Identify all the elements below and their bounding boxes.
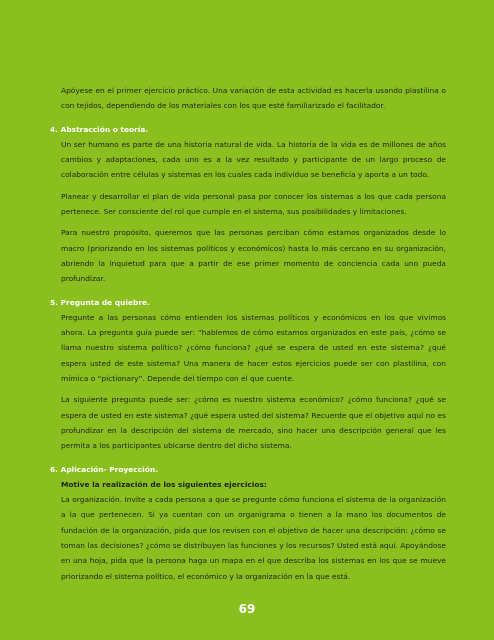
section-5-paragraph-2: La siguiente pregunta puede ser: ¿cómo es nuestro sistema económico? ¿cómo funciona? ¿qué se espera de usted en este sistema? ¿qué espera usted del sistema? Recuerde que el objetivo aquí no es profundizar en la descripción del sistema de mercado, sino hacer una descripción general que les permita a los participantes ubicarse dentro del dicho sistema. [61,395,446,451]
page-content [50,83,446,584]
section-5-paragraph-1: Pregunte a las personas cómo entienden los sistemas políticos y económicos en los que vivimos ahora. La pregunta guía puede ser: “hablemos de cómo estamos organizados en este país, ¿cómo se llama nuestro sistema político? ¿cómo funciona? ¿qué se espera de usted en este sistema? ¿qué espera usted de este sistema? Una manera de hacer estos ejercicios puede ser con plastilina, con mímica o “pictionary”. Depende del tiempo con el que cuente. [61,312,446,384]
section-4-paragraph-2: Planear y desarrollar el plan de vida personal pasa por conocer los sistemas a los que cada persona pertenece. Ser consciente del rol que cumple en el sistema, sus posibilidades y limitaciones. [61,191,446,217]
section-4-paragraph-3: Para nuestro propósito, queremos que las personas perciban cómo estamos organizados desde lo macro (priorizando en los sistemas políticos y económicos) hasta lo más cercano en su organización, abriendo la inquietud para que a partir de ese primer momento de conciencia cada uno pueda profundizar. [61,228,446,284]
intro-paragraph: Apóyese en el primer ejercicio práctico. Una variación de esta actividad es hacerla usando plastilina o con tejidos, dependiendo de los materiales con los que esté familiarizado el facilitador. [61,86,446,111]
section-4-paragraph-1: Un ser humano es parte de una historia natural de vida. La historia de la vida es de millones de años cambios y adaptaciones, cada uno es a la vez resultado y participante de un largo proceso de colaboración entre células y sistemas en los cuales cada individuo se beneficia y aporta a un todo. [61,139,446,180]
section-6-paragraph: La organización. Invite a cada persona a que se pregunte cómo funciona el sistema de la organización a la que pertenecen. Si ya cuentan con un organigrama o tienen a la mano los documentos de fundación de la organización, pida que los revisen con el objetivo de hacer una descripción: ¿cómo se toman las decisiones? ¿cómo se distribuyen las funciones y los recursos? Usted está aquí. Apoyándose en una hoja, pida que la persona haga un mapa en el que describa los sistemas en los que se mueve priorizando el sistema político, el económico y la organización en la que está. [61,495,446,581]
section-5-heading: 5. Pregunta de quiebre. [50,297,150,307]
section-6-subheading: Motive la realización de los siguientes ejercicios: [61,479,267,489]
section-6-heading: 6. Aplicación- Proyección. [50,464,158,474]
section-4-heading: 4. Abstracción o teoría. [50,124,149,134]
page-number: 69 [238,602,256,616]
